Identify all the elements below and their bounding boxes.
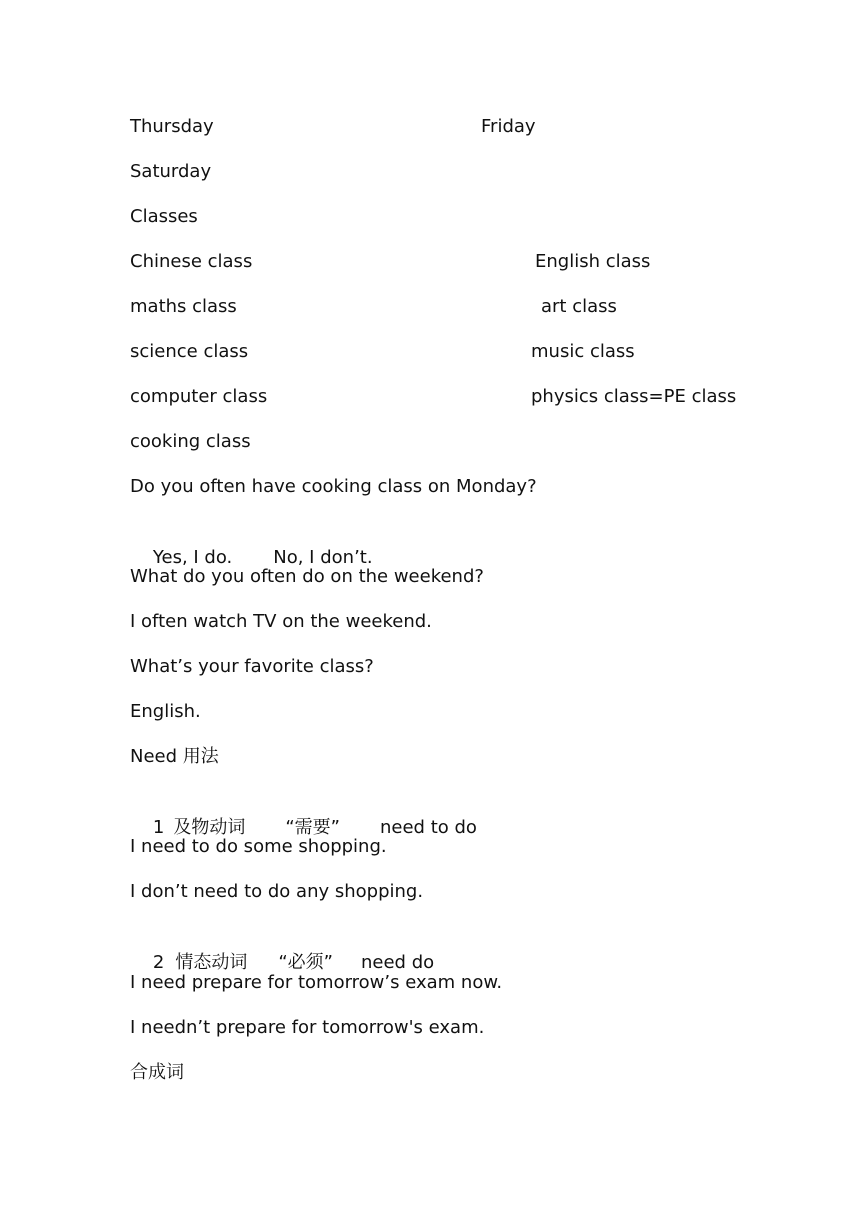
need-usage-heading: Need 用法 [130,746,219,767]
compound-heading: 合成词 [130,1062,184,1083]
dialogue-question-2: What do you often do on the weekend? [130,566,484,587]
class-maths: maths class [130,296,237,317]
answer-yes: Yes, I do. [152,547,233,568]
dialogue-answer-2: I often watch TV on the weekend. [130,611,432,632]
class-cooking: cooking class [130,431,251,452]
classes-heading: Classes [130,206,198,227]
class-music: music class [531,341,635,362]
class-english: English class [535,251,651,272]
need-usage-example-2a: I need prepare for tomorrow’s exam now. [130,972,503,993]
dialogue-question-1: Do you often have cooking class on Monday? [130,476,537,497]
day-saturday: Saturday [130,161,212,182]
need-usage-example-1b: I don’t need to do any shopping. [130,881,424,902]
class-physics: physics class=PE class [531,386,737,407]
dialogue-question-3: What’s your favorite class? [130,656,374,677]
item-number: 1 [152,817,165,838]
item-type: 及物动词 [173,817,246,838]
need-usage-example-2b: I needn’t prepare for tomorrow's exam. [130,1017,485,1038]
dialogue-answer-3: English. [130,701,201,722]
day-friday: Friday [481,116,536,137]
day-thursday: Thursday [130,116,214,137]
class-chinese: Chinese class [130,251,253,272]
item-meaning: “需要” [285,817,340,838]
item-pattern: need do [361,952,435,973]
need-usage-item-1 [130,789,477,838]
answer-no: No, I don’t. [273,547,373,568]
item-pattern: need to do [380,817,477,838]
dialogue-answer-1 [130,519,373,568]
class-computer: computer class [130,386,268,407]
item-type: 情态动词 [175,952,248,973]
item-number: 2 [152,952,165,973]
class-science: science class [130,341,249,362]
class-art: art class [541,296,617,317]
need-usage-item-2 [130,924,435,973]
need-usage-example-1a: I need to do some shopping. [130,836,387,857]
item-meaning: “必须” [278,952,333,973]
